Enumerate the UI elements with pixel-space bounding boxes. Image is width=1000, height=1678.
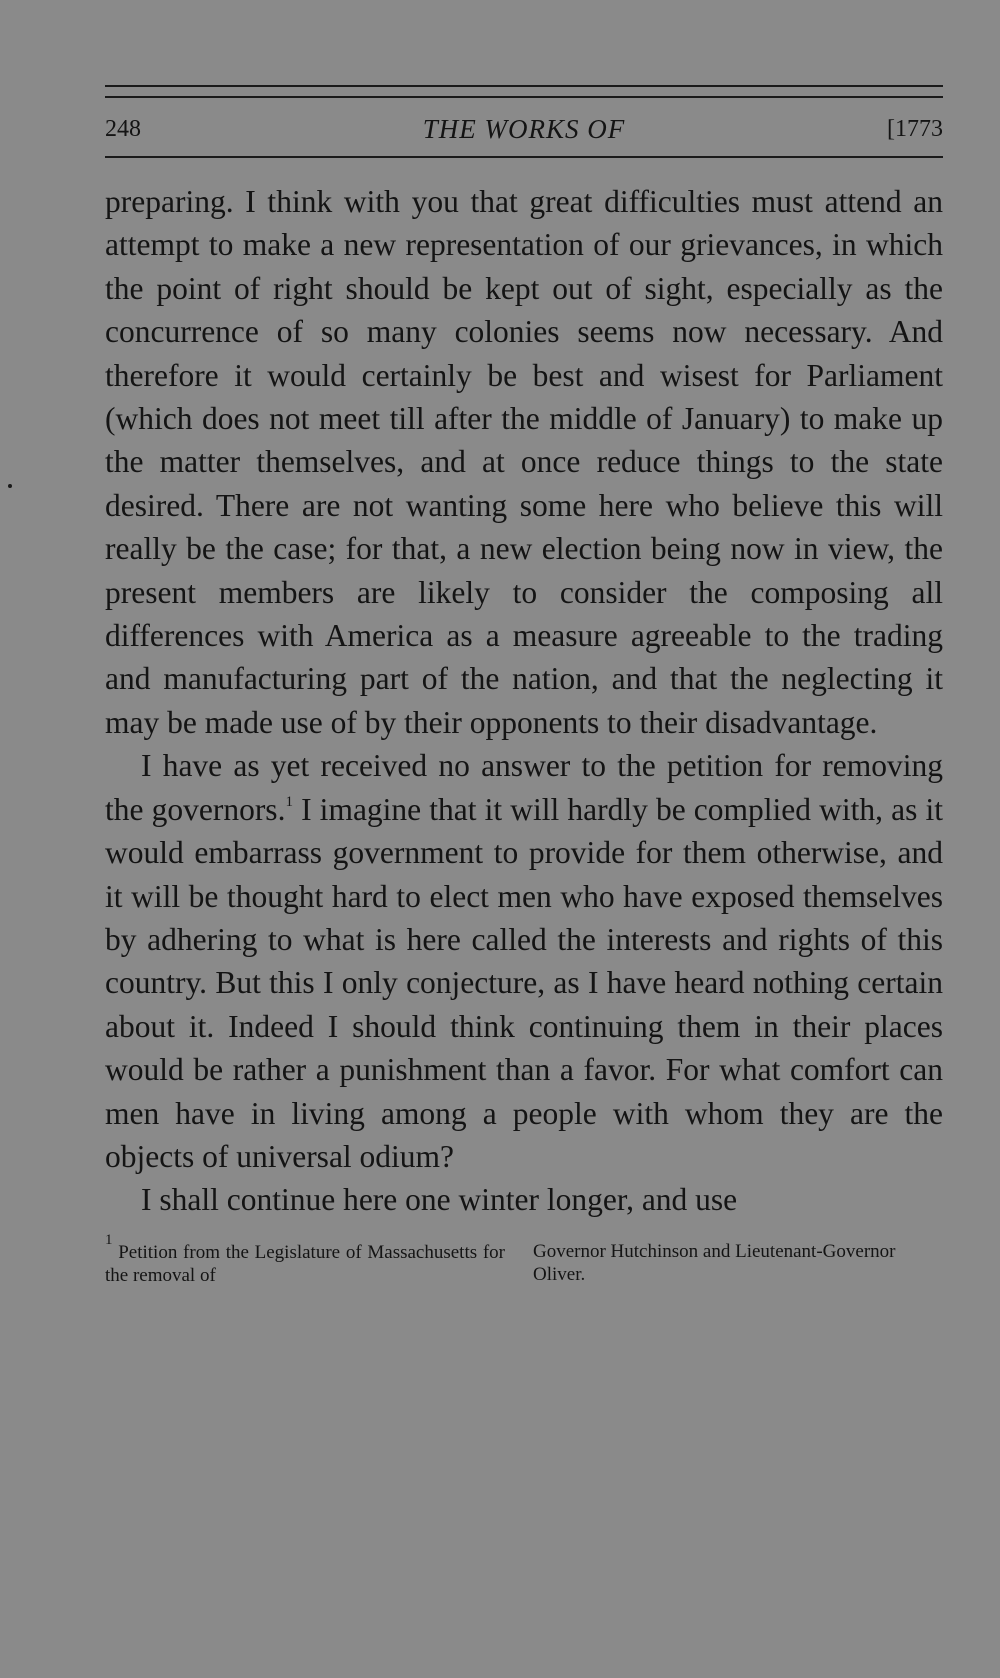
- header-year: [1773: [887, 116, 943, 142]
- paragraph-3: I shall continue here one winter longer, and use: [141, 1182, 738, 1218]
- footnote-right-column: [533, 1240, 943, 1287]
- footnote-marker: 1: [105, 1231, 113, 1248]
- margin-speck: [8, 484, 12, 488]
- header-rule-top: [105, 85, 943, 87]
- footnote: [105, 1231, 943, 1287]
- paragraph-1: preparing. I think with you that great difficulties must attend an attempt to make a new representation of our grievances, in which the point of right should be kept out of sight, especially as the concurrence of so many colonies seems now necessary. And therefore it would certainly be best and wisest for Parliament (which does not meet till after the middle of January) to make up the matter themselves, and at once reduce things to the state desired. There are not wanting some here who believe this will really be the case; for that, a new election being now in view, the present members are likely to consider the composing all differences with America as a measure agreeable to the trading and manufacturing part of the nation, and that the neglecting it may be made use of by their opponents to their disadvantage.: [105, 184, 943, 740]
- paragraph-2-text: I have as yet received no answer to the petition for removing the governors.: [105, 748, 943, 827]
- header-rule-top-second: [105, 96, 943, 98]
- body-text: [105, 180, 943, 1222]
- footnote-reference: 1: [285, 793, 293, 810]
- footnote-right-text: Governor Hutchinson and Lieutenant-Governor Oliver.: [533, 1240, 896, 1285]
- paragraph-2: [105, 744, 943, 1178]
- paragraph-2-continued: I imagine that it will hardly be complied with, as it would embarrass government to provide for them otherwise, and it will be thought hard to elect men who have exposed themselves by adhering to what is here called the interests and rights of this country. But this I only conjecture, as I have heard nothing certain about it. Indeed I should think continuing them in their places would be rather a punishment than a favor. For what comfort can men have in living among a people with whom they are the objects of universal odium?: [105, 791, 944, 1174]
- running-title: THE WORKS OF: [422, 114, 626, 144]
- page-number: 248: [105, 116, 141, 142]
- book-page: [105, 85, 943, 1287]
- footnote-left-column: [105, 1231, 505, 1287]
- running-header: [105, 100, 943, 156]
- header-rule-bottom: [105, 156, 943, 158]
- footnote-left-text: Petition from the Legislature of Massachusetts for the removal of: [105, 1241, 505, 1286]
